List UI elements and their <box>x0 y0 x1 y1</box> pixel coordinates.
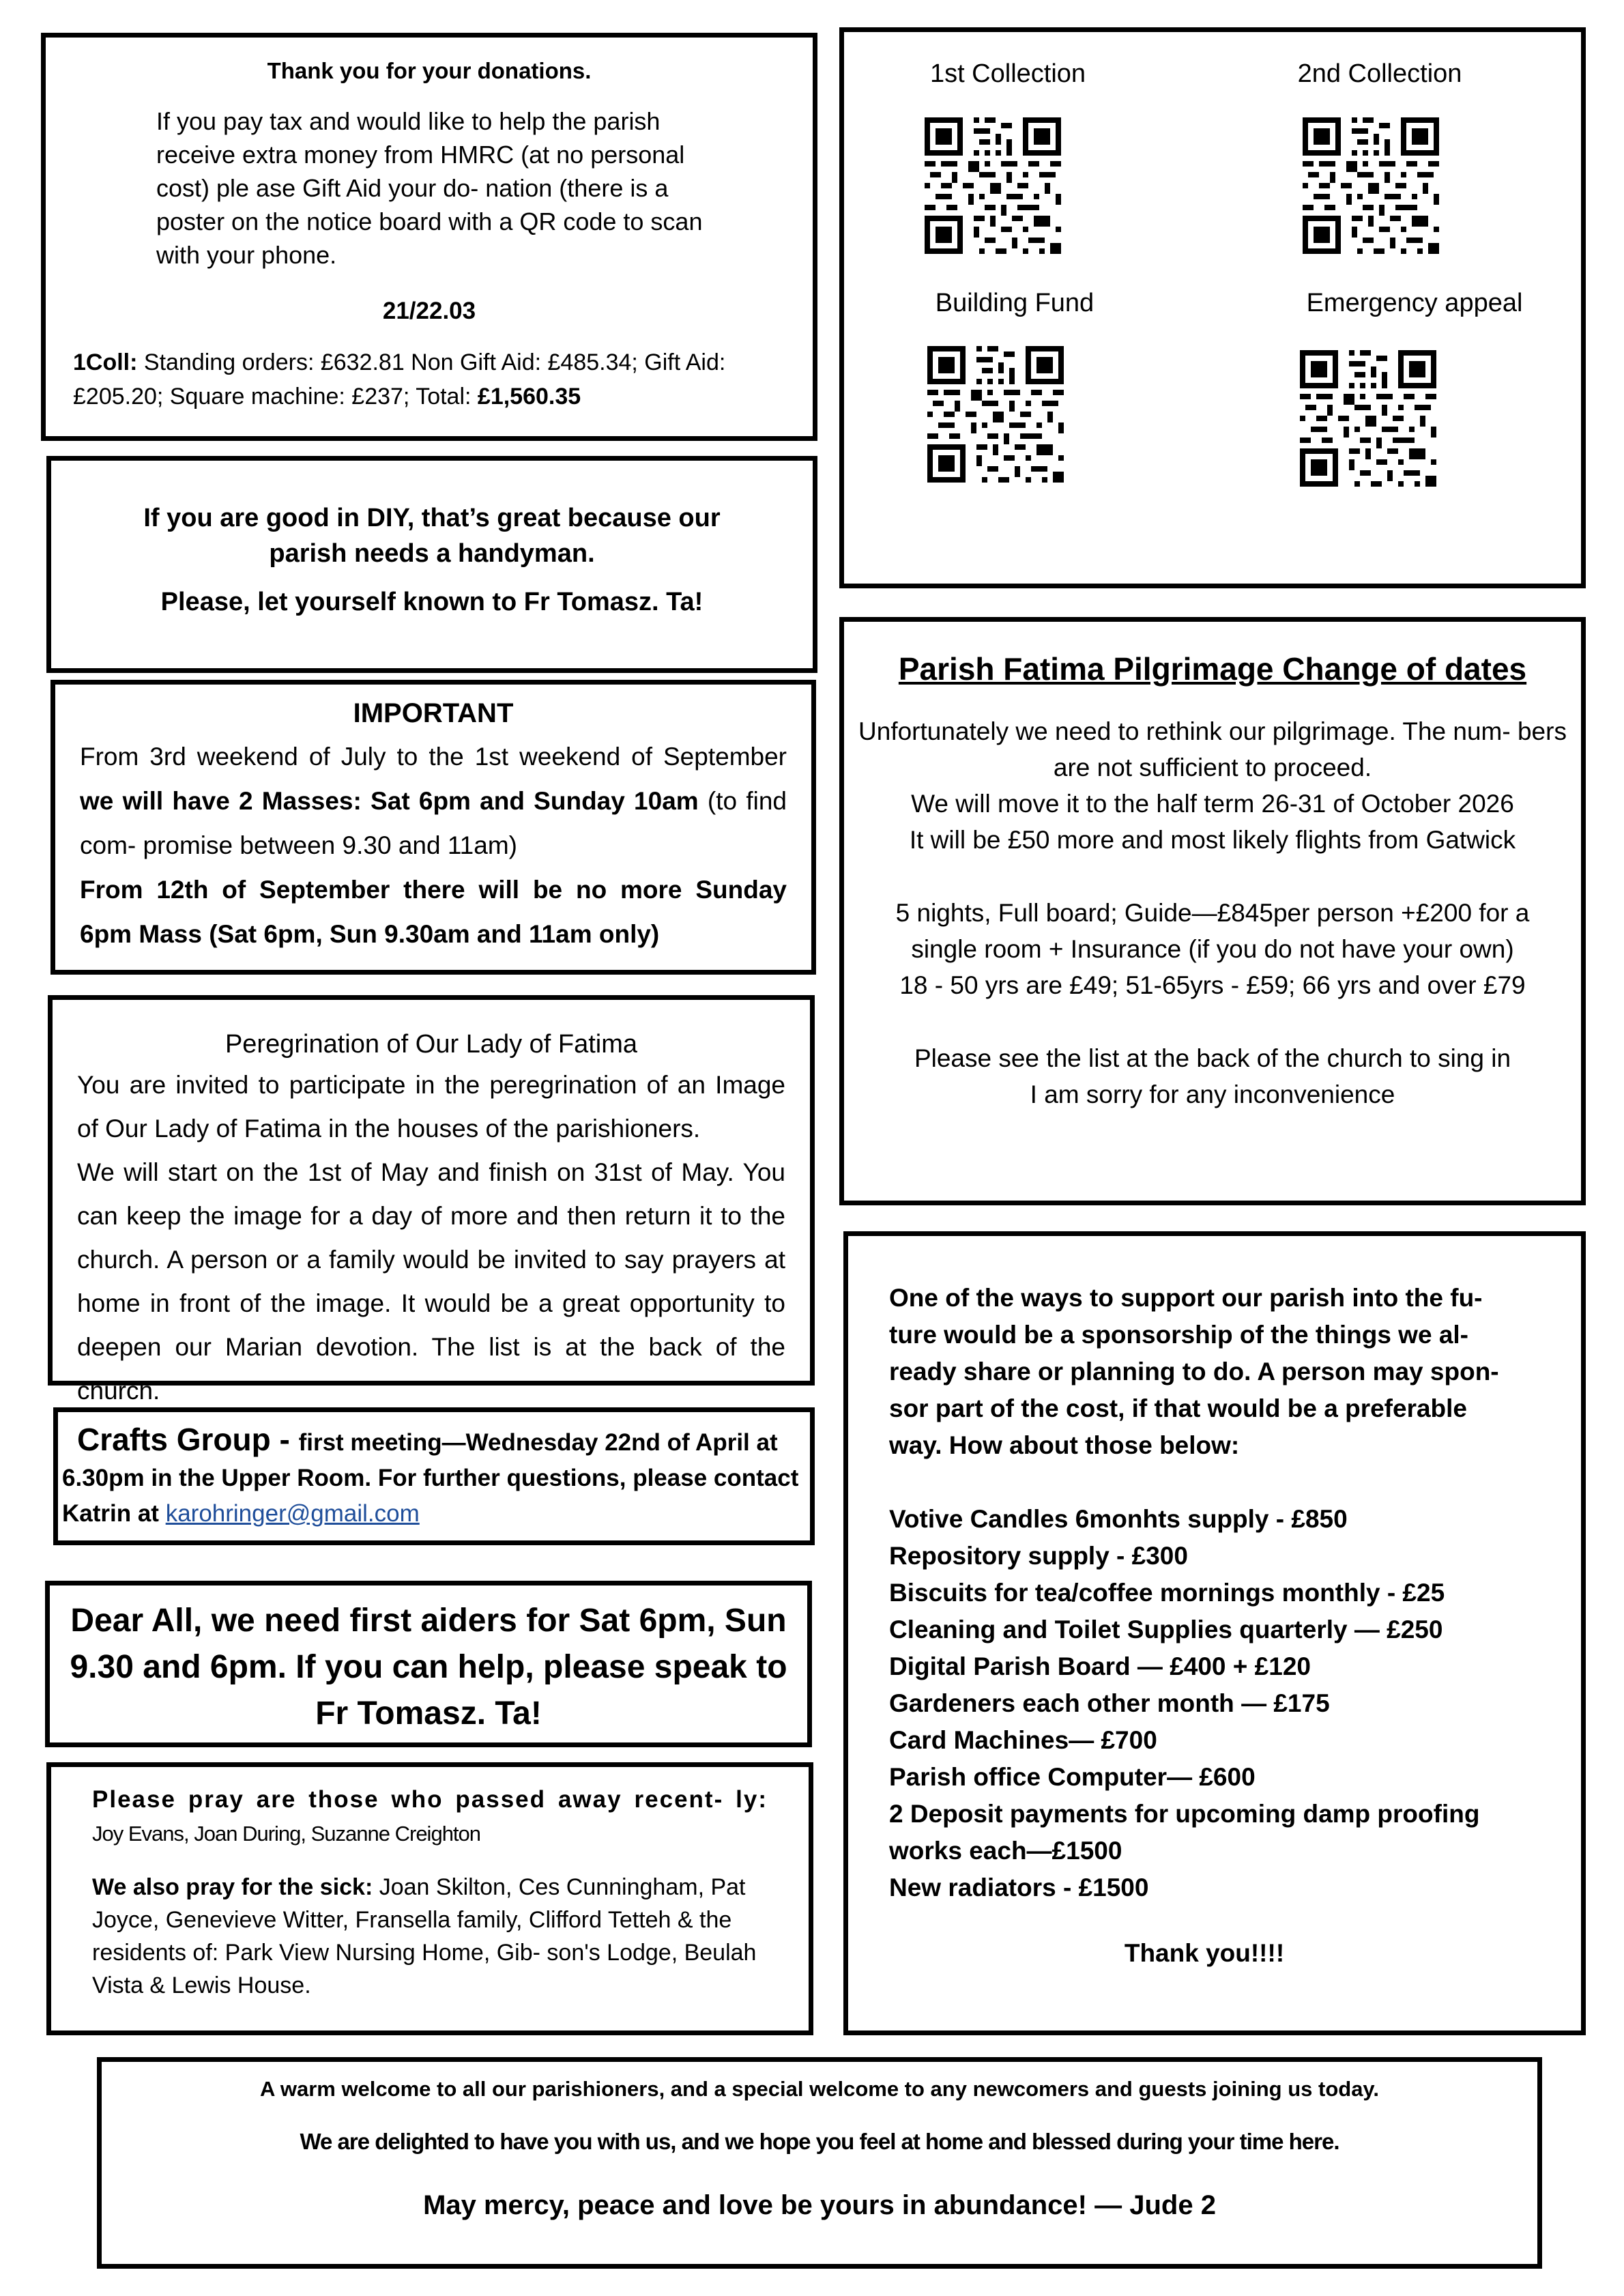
collection-label: 1Coll: <box>73 349 138 375</box>
pilgrimage-title: Parish Fatima Pilgrimage Change of dates <box>898 651 1527 687</box>
pilgrimage-p3: It will be £50 more and most likely flights from Gatwick <box>909 826 1516 854</box>
important-p2: From 12th of September there will be no more Sunday 6pm Mass (Sat 6pm, Sun 9.30am and 11am only) <box>80 876 787 948</box>
email-link[interactable]: karohringer@gmail.com <box>165 1500 420 1527</box>
important-p1-a: From 3rd weekend of July to the 1st weekend of September <box>80 743 787 771</box>
peregrination-p2: We will start on the 1st of May and finish on 31st of May. You can keep the image for a day of more and then return it to the church. A person or a family would be invited to say prayers at home in front of the image. It would be a great opportunity to deepen our Marian devotion. The list is at the back of the church. <box>77 1158 785 1405</box>
list-item: Card Machines— £700 <box>889 1726 1157 1754</box>
donations-heading: Thank you for your donations. <box>267 58 592 83</box>
crafts-title: Crafts Group - <box>77 1422 299 1457</box>
crafts-group-box <box>53 1407 815 1545</box>
qr-label-1st-collection: 1st Collection <box>929 59 1086 88</box>
list-item: Cleaning and Toilet Supplies quarterly — £250 <box>889 1616 1443 1644</box>
qr-code-icon[interactable] <box>925 117 1061 254</box>
qr-code-icon[interactable] <box>1300 350 1436 487</box>
collection-text: Standing orders: £632.81 Non Gift Aid: £485.34; Gift Aid: £205.20; Square machine: £237; Total: <box>73 349 726 410</box>
peregrination-box <box>48 995 815 1405</box>
list-item: Repository supply - £300 <box>889 1542 1188 1570</box>
qr-code-icon[interactable] <box>927 346 1064 483</box>
qr-label-emergency-appeal: Emergency appeal <box>1306 289 1523 317</box>
welcome-box <box>97 2057 1542 2269</box>
list-item: 2 Deposit payments for upcoming damp proofing works each—£1500 <box>889 1800 1480 1865</box>
list-item: Digital Parish Board — £400 + £120 <box>889 1652 1311 1680</box>
important-p1 <box>80 734 787 867</box>
pray-deceased <box>92 1783 768 1850</box>
list-item: New radiators - £1500 <box>889 1874 1149 1902</box>
pilgrimage-p2: We will move it to the half term 26-31 of October 2026 <box>911 790 1514 818</box>
welcome-line2: We are delighted to have you with us, and we hope you feel at home and blessed during your time here. <box>300 2129 1339 2154</box>
sponsorship-thanks: Thank you!!!! <box>1124 1939 1285 1967</box>
sponsorship-intro: One of the ways to support our parish into the fu- ture would be a sponsorship of the things we al- ready share or planning to do. A person may spon- sor part of the cost, if that would be a preferable way. How about those below: <box>889 1284 1499 1459</box>
qr-codes-box <box>839 27 1586 588</box>
crafts-text <box>62 1422 810 1532</box>
diy-text: If you are good in DIY, that’s great because our parish needs a handyman. <box>143 504 721 568</box>
important-p1-c: (to find com- promise between 9.30 and 11am) <box>80 787 787 859</box>
diy-handyman-box <box>46 456 817 673</box>
pilgrimage-p5: 18 - 50 yrs are £49; 51-65yrs - £59; 66 yrs and over £79 <box>899 971 1526 999</box>
diy-contact: Please, let yourself known to Fr Tomasz. Ta! <box>160 588 704 616</box>
peregrination-p1: You are invited to participate in the peregrination of an Image of Our Lady of Fatima in the houses of the parishioners. <box>77 1071 785 1143</box>
list-item: Biscuits for tea/coffee mornings monthly - £25 <box>889 1579 1445 1607</box>
pray-sick <box>92 1871 768 2002</box>
important-title: IMPORTANT <box>353 698 514 728</box>
pray-sick-label: We also pray for the sick: <box>92 1874 373 1900</box>
welcome-line1: A warm welcome to all our parishioners, and a special welcome to any newcomers and guests joining us today. <box>260 2077 1379 2101</box>
pray-deceased-names: Joy Evans, Joan During, Suzanne Creighton <box>92 1822 481 1846</box>
pilgrimage-p4: 5 nights, Full board; Guide—£845per person +£200 for a single room + Insurance (if you do not have your own) <box>895 899 1530 963</box>
important-p1-b: we will have 2 Masses: Sat 6pm and Sunday 10am <box>80 787 699 815</box>
important-box <box>50 680 816 975</box>
sponsorship-list <box>889 1501 1520 1906</box>
pilgrimage-p1: Unfortunately we need to rethink our pilgrimage. The num- bers are not sufficient to proceed. <box>858 717 1567 781</box>
gift-aid-text: If you pay tax and would like to help the parish receive extra money from HMRC (at no personal cost) ple ase Gift Aid your do- nation (there is a poster on the notice board with a QR code to scan with your phone. <box>156 107 703 269</box>
donations-box <box>41 33 817 441</box>
pray-deceased-label: Please pray are those who passed away recent- ly: <box>92 1786 768 1813</box>
qr-label-2nd-collection: 2nd Collection <box>1297 59 1462 88</box>
qr-label-building-fund: Building Fund <box>935 289 1094 317</box>
list-item: Votive Candles 6monhts supply - £850 <box>889 1505 1348 1533</box>
peregrination-title: Peregrination of Our Lady of Fatima <box>224 1030 638 1059</box>
collection-summary <box>73 345 785 414</box>
crafts-details: first meeting—Wednesday 22nd of April at 6.30pm in the Upper Room. For further questions, please contact Katrin at <box>62 1429 799 1527</box>
prayers-box <box>46 1762 813 2035</box>
sponsorship-box <box>843 1231 1586 2035</box>
pray-sick-names: Joan Skilton, Ces Cunningham, Pat Joyce, Genevieve Witter, Fransella family, Clifford Tetteh & the residents of: Park View Nursing Home, Gib- son's Lodge, Beulah Vista & Lewis House. <box>92 1874 757 1998</box>
pilgrimage-p6: Please see the list at the back of the church to sing in <box>914 1044 1511 1072</box>
list-item: Parish office Computer— £600 <box>889 1763 1256 1791</box>
pilgrimage-box <box>839 617 1586 1205</box>
pilgrimage-p7: I am sorry for any inconvenience <box>1030 1080 1395 1108</box>
qr-code-icon[interactable] <box>1303 117 1439 254</box>
welcome-line3: May mercy, peace and love be yours in abundance! — Jude 2 <box>423 2190 1216 2220</box>
collection-total: £1,560.35 <box>477 384 581 410</box>
first-aiders-text: Dear All, we need first aiders for Sat 6pm, Sun 9.30 and 6pm. If you can help, please speak to Fr Tomasz. Ta! <box>70 1603 787 1732</box>
list-item: Gardeners each other month — £175 <box>889 1689 1330 1717</box>
first-aiders-box <box>45 1581 812 1747</box>
donations-date: 21/22.03 <box>382 298 476 324</box>
